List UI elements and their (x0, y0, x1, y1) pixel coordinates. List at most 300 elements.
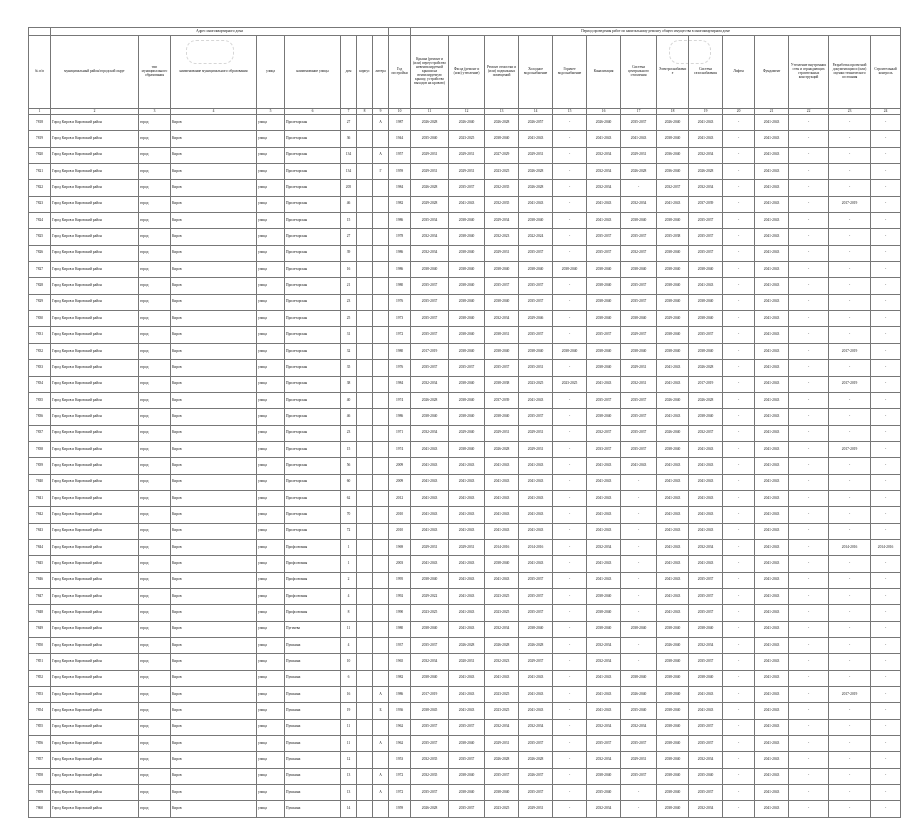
table-cell (373, 588, 389, 604)
table-cell: Г (373, 164, 389, 180)
table-cell: 7818 (29, 115, 51, 131)
table-cell: 25 (341, 311, 357, 327)
table-cell: Киров (171, 376, 257, 392)
table-cell: 2038-2040 (587, 588, 621, 604)
table-row (29, 490, 901, 506)
table-cell (357, 752, 373, 768)
table-cell (357, 539, 373, 555)
table-cell: - (829, 180, 871, 196)
table-row (29, 605, 901, 621)
table-cell: - (621, 801, 657, 817)
table-cell: 7828 (29, 278, 51, 294)
table-row (29, 523, 901, 539)
table-cell: - (829, 360, 871, 376)
table-cell: улица (257, 245, 285, 261)
table-cell: 2032-2023 (485, 229, 519, 245)
table-cell: Киров (171, 785, 257, 801)
column-header: Лифты (723, 36, 755, 109)
table-cell: город (139, 425, 171, 441)
table-cell: 2038-2040 (449, 392, 485, 408)
table-cell: Киров (171, 605, 257, 621)
table-cell: - (553, 409, 587, 425)
table-cell: 7845 (29, 556, 51, 572)
table-cell: 2041-2043 (755, 572, 789, 588)
table-cell: 2029-2037 (519, 654, 553, 670)
table-cell: 2029-2031 (519, 147, 553, 163)
table-cell: - (789, 245, 829, 261)
table-cell: 1962 (389, 736, 411, 752)
table-cell: Киров (171, 196, 257, 212)
table-cell: Город Киров и Кировский район (51, 605, 139, 621)
table-cell: 1972 (389, 327, 411, 343)
table-cell: 2041-2043 (411, 441, 449, 457)
table-cell: - (621, 605, 657, 621)
table-cell: 2041-2043 (657, 409, 689, 425)
table-cell: 60 (341, 474, 357, 490)
table-row (29, 736, 901, 752)
table-cell: - (789, 278, 829, 294)
column-number: 7 (341, 109, 357, 115)
table-cell: 2041-2043 (587, 213, 621, 229)
table-cell: - (789, 327, 829, 343)
table-cell: 2038-2040 (519, 343, 553, 359)
table-cell: 2023-2025 (485, 588, 519, 604)
table-cell: 2035-2031 (519, 360, 553, 376)
table-cell: - (789, 262, 829, 278)
table-cell: - (871, 229, 901, 245)
table-cell: город (139, 229, 171, 245)
table-cell: 2035-2034 (411, 213, 449, 229)
table-cell: Пролетарская (285, 327, 341, 343)
column-number: 24 (871, 109, 901, 115)
table-cell: Профсоюзная (285, 588, 341, 604)
table-cell (357, 376, 373, 392)
table-cell: 7855 (29, 719, 51, 735)
table-cell: - (871, 147, 901, 163)
table-cell: 2035-2037 (689, 605, 723, 621)
table-cell (357, 213, 373, 229)
table-cell (357, 670, 373, 686)
table-cell: - (723, 785, 755, 801)
table-cell: 1974 (389, 441, 411, 457)
table-cell: 7841 (29, 490, 51, 506)
column-header: Система газоснабжения (689, 36, 723, 109)
table-cell: 2038-2040 (657, 670, 689, 686)
table-cell: 2041-2043 (755, 441, 789, 457)
table-cell: 2023-2025 (485, 801, 519, 817)
table-cell: 2038-2040 (449, 327, 485, 343)
table-cell: Профсоюзная (285, 605, 341, 621)
table-cell: 23 (341, 294, 357, 310)
table-cell: 2041-2043 (657, 507, 689, 523)
table-cell: улица (257, 147, 285, 163)
table-cell: 2035-2037 (689, 327, 723, 343)
table-cell: Город Киров и Кировский район (51, 441, 139, 457)
table-cell: улица (257, 556, 285, 572)
table-cell: 1937 (389, 638, 411, 654)
table-row (29, 180, 901, 196)
table-cell: 1969 (389, 539, 411, 555)
table-cell: 2026-2040 (657, 115, 689, 131)
table-cell: улица (257, 638, 285, 654)
table-cell: 2038-2040 (485, 262, 519, 278)
table-cell: - (789, 311, 829, 327)
table-cell: город (139, 294, 171, 310)
table-cell: 1980 (389, 343, 411, 359)
table-cell: 46 (341, 196, 357, 212)
table-cell: Город Киров и Кировский район (51, 147, 139, 163)
table-cell: - (789, 180, 829, 196)
table-cell: - (829, 229, 871, 245)
table-cell: 2041-2043 (657, 523, 689, 539)
table-cell: 2041-2043 (689, 703, 723, 719)
table-cell: 2023-2025 (411, 605, 449, 621)
table-cell: Пролетарская (285, 131, 341, 147)
table-cell: 2041-2043 (755, 670, 789, 686)
table-cell (357, 588, 373, 604)
table-cell: - (789, 539, 829, 555)
table-cell: 2041-2043 (689, 523, 723, 539)
table-cell: - (789, 164, 829, 180)
table-cell (357, 294, 373, 310)
table-cell: 2038-2040 (657, 245, 689, 261)
table-cell: 15 (341, 213, 357, 229)
table-cell: 2009 (389, 474, 411, 490)
table-cell: 2035-2040 (689, 768, 723, 784)
table-cell: улица (257, 131, 285, 147)
table-cell: город (139, 474, 171, 490)
table-cell: город (139, 245, 171, 261)
table-cell: город (139, 703, 171, 719)
table-cell (357, 343, 373, 359)
table-cell: 2041-2043 (755, 719, 789, 735)
table-cell: 2041-2043 (657, 376, 689, 392)
table-cell: 2041-2043 (485, 507, 519, 523)
table-cell: 7848 (29, 605, 51, 621)
table-cell: 2041-2043 (689, 458, 723, 474)
table-cell (373, 556, 389, 572)
table-cell: 7851 (29, 654, 51, 670)
table-cell (373, 245, 389, 261)
table-cell: 2038-2040 (449, 376, 485, 392)
table-cell: - (553, 539, 587, 555)
table-cell: 1965 (389, 654, 411, 670)
table-cell: - (723, 474, 755, 490)
table-cell: 2023-2025 (553, 376, 587, 392)
table-cell: - (723, 360, 755, 376)
table-cell: 2038-2040 (519, 621, 553, 637)
table-cell: 2038-2040 (657, 213, 689, 229)
table-cell: улица (257, 409, 285, 425)
table-cell: Город Киров и Кировский район (51, 343, 139, 359)
table-cell (357, 490, 373, 506)
table-cell: - (871, 507, 901, 523)
table-cell: 2029-2028 (411, 196, 449, 212)
table-cell: 2038-2045 (411, 703, 449, 719)
table-cell: 70 (341, 507, 357, 523)
column-number: 4 (171, 109, 257, 115)
table-cell (357, 196, 373, 212)
table-cell: - (871, 441, 901, 457)
table-cell (357, 147, 373, 163)
table-cell: 13 (341, 768, 357, 784)
table-cell: 2038-2040 (587, 360, 621, 376)
table-cell: - (553, 638, 587, 654)
table-cell: Киров (171, 768, 257, 784)
table-cell: 2023-2025 (485, 687, 519, 703)
table-cell: - (621, 785, 657, 801)
table-cell: улица (257, 196, 285, 212)
table-cell: 2026-2028 (519, 164, 553, 180)
table-cell (373, 670, 389, 686)
table-cell (357, 229, 373, 245)
table-cell: улица (257, 213, 285, 229)
table-row (29, 245, 901, 261)
table-cell: 2035-2037 (485, 768, 519, 784)
table-cell: 2038-2040 (657, 621, 689, 637)
table-cell: 2041-2043 (657, 458, 689, 474)
table-cell: город (139, 588, 171, 604)
table-cell: - (723, 425, 755, 441)
table-row (29, 425, 901, 441)
table-cell: 2041-2043 (755, 360, 789, 376)
table-cell: 2041-2043 (689, 490, 723, 506)
table-cell: 1984 (389, 376, 411, 392)
column-number: 5 (257, 109, 285, 115)
table-cell: 2041-2043 (587, 572, 621, 588)
table-cell: 2032-2035 (411, 752, 449, 768)
table-cell: - (553, 360, 587, 376)
table-row (29, 327, 901, 343)
table-cell: Киров (171, 458, 257, 474)
table-cell: - (829, 278, 871, 294)
table-cell: 27 (341, 229, 357, 245)
table-cell: 7830 (29, 311, 51, 327)
table-cell: 72 (341, 523, 357, 539)
table-cell: 7823 (29, 196, 51, 212)
table-cell: 2026-2037 (519, 768, 553, 784)
table-cell: 2026-2028 (485, 752, 519, 768)
table-cell: - (621, 180, 657, 196)
table-cell: Киров (171, 180, 257, 196)
table-cell: Город Киров и Кировский район (51, 785, 139, 801)
table-cell: - (723, 801, 755, 817)
table-cell: - (829, 523, 871, 539)
table-cell: - (871, 392, 901, 408)
table-cell: 7834 (29, 376, 51, 392)
table-cell: - (553, 801, 587, 817)
table-cell (357, 392, 373, 408)
table-cell: - (789, 441, 829, 457)
table-cell: - (789, 572, 829, 588)
table-cell: 2041-2043 (755, 801, 789, 817)
table-cell: - (789, 294, 829, 310)
table-cell: 1987 (389, 115, 411, 131)
table-cell: - (829, 507, 871, 523)
table-cell: 2023-2025 (449, 131, 485, 147)
table-cell: 1976 (389, 294, 411, 310)
table-cell: Пролетарская (285, 278, 341, 294)
table-cell: 7829 (29, 294, 51, 310)
table-cell: 2038-2040 (657, 801, 689, 817)
table-cell: 2041-2043 (587, 687, 621, 703)
table-cell: 2035-2037 (449, 180, 485, 196)
table-cell: 7838 (29, 441, 51, 457)
table-cell: - (553, 441, 587, 457)
table-cell: - (871, 768, 901, 784)
table-cell: Город Киров и Кировский район (51, 719, 139, 735)
table-cell: - (789, 425, 829, 441)
table-cell (357, 687, 373, 703)
table-cell: Город Киров и Кировский район (51, 752, 139, 768)
table-cell: - (553, 670, 587, 686)
table-cell: - (789, 768, 829, 784)
table-cell: 2038-2040 (657, 441, 689, 457)
table-cell: 2041-2043 (587, 131, 621, 147)
table-cell: Город Киров и Кировский район (51, 376, 139, 392)
table-cell: 7859 (29, 785, 51, 801)
table-cell: улица (257, 360, 285, 376)
table-cell: Город Киров и Кировский район (51, 736, 139, 752)
table-cell (373, 539, 389, 555)
table-cell: 2035-2037 (449, 801, 485, 817)
table-cell: 7825 (29, 229, 51, 245)
table-cell: - (789, 719, 829, 735)
table-cell: - (829, 115, 871, 131)
table-cell: Город Киров и Кировский район (51, 801, 139, 817)
table-cell: город (139, 147, 171, 163)
table-cell: - (723, 719, 755, 735)
table-cell: Город Киров и Кировский район (51, 474, 139, 490)
table-cell: 2023-2025 (485, 703, 519, 719)
table-cell: 2038-2040 (657, 343, 689, 359)
table-cell: город (139, 360, 171, 376)
table-cell: Пролетарская (285, 474, 341, 490)
table-cell: 2041-2043 (449, 572, 485, 588)
table-cell: 2041-2043 (755, 213, 789, 229)
table-cell: 2017-2019 (689, 376, 723, 392)
table-cell: 1984 (389, 180, 411, 196)
table-cell: Город Киров и Кировский район (51, 588, 139, 604)
table-cell: Город Киров и Кировский район (51, 572, 139, 588)
table-cell: 2026-2028 (519, 752, 553, 768)
table-cell: 2041-2043 (755, 311, 789, 327)
table-cell: город (139, 654, 171, 670)
table-cell: город (139, 458, 171, 474)
table-cell: 2029-2031 (411, 539, 449, 555)
table-cell: улица (257, 294, 285, 310)
column-number: 9 (373, 109, 389, 115)
table-cell: 2029-2031 (621, 360, 657, 376)
table-cell: Город Киров и Кировский район (51, 213, 139, 229)
table-cell: - (789, 196, 829, 212)
table-cell: 2038-2040 (485, 131, 519, 147)
column-header: Фасад (ремонт и (или) утепление) (449, 36, 485, 109)
table-cell: 2041-2043 (587, 703, 621, 719)
table-cell: 2038-2040 (621, 262, 657, 278)
table-cell: улица (257, 654, 285, 670)
table-cell: 2026-2028 (519, 638, 553, 654)
table-cell: город (139, 539, 171, 555)
table-cell: 2038-2040 (449, 343, 485, 359)
table-cell: 2041-2043 (755, 539, 789, 555)
table-row (29, 294, 901, 310)
table-cell: 2041-2043 (755, 605, 789, 621)
table-cell: Город Киров и Кировский район (51, 327, 139, 343)
table-cell: 2032-2035 (485, 180, 519, 196)
table-cell: 2035-2037 (587, 392, 621, 408)
table-cell: - (723, 409, 755, 425)
table-cell: 1962 (389, 719, 411, 735)
table-cell: 2041-2043 (755, 490, 789, 506)
table-cell: - (829, 327, 871, 343)
table-cell: 2017-2019 (411, 687, 449, 703)
table-cell: Пролетарская (285, 343, 341, 359)
table-cell: Пролетарская (285, 262, 341, 278)
table-cell: 2038-2040 (657, 736, 689, 752)
table-cell: улица (257, 164, 285, 180)
table-cell: 2032-2034 (587, 147, 621, 163)
table-cell: Город Киров и Кировский район (51, 768, 139, 784)
table-cell: - (553, 654, 587, 670)
table-cell: А (373, 115, 389, 131)
table-cell: Пушкина (285, 687, 341, 703)
table-cell: Киров (171, 147, 257, 163)
table-cell: 2038-2040 (449, 278, 485, 294)
table-cell: 2038-2040 (587, 262, 621, 278)
table-cell: - (871, 180, 901, 196)
table-cell (357, 523, 373, 539)
column-number: 10 (389, 109, 411, 115)
table-cell: 2038-2040 (411, 621, 449, 637)
table-cell: 2041-2043 (485, 572, 519, 588)
table-cell: 1959 (389, 164, 411, 180)
table-cell: 2026-2028 (411, 801, 449, 817)
table-cell: - (871, 687, 901, 703)
table-row (29, 196, 901, 212)
table-cell (357, 115, 373, 131)
table-cell: - (829, 572, 871, 588)
table-cell: город (139, 572, 171, 588)
table-cell: 2032-2034 (587, 719, 621, 735)
table-cell: 2038-2040 (449, 785, 485, 801)
table-cell: 2038-2040 (411, 409, 449, 425)
table-cell (357, 180, 373, 196)
table-cell: 2035-2037 (449, 719, 485, 735)
table-cell: 2041-2043 (755, 638, 789, 654)
table-cell: 7846 (29, 572, 51, 588)
table-cell: - (723, 572, 755, 588)
table-cell: 2026-2040 (657, 425, 689, 441)
table-cell: 2003 (389, 556, 411, 572)
table-cell: 2010 (389, 523, 411, 539)
table-cell: 2041-2043 (449, 196, 485, 212)
table-cell (357, 441, 373, 457)
table-cell: 2038-2040 (689, 670, 723, 686)
table-cell: 7837 (29, 425, 51, 441)
table-cell: Город Киров и Кировский район (51, 311, 139, 327)
column-number: 23 (829, 109, 871, 115)
table-cell: - (553, 621, 587, 637)
table-cell: Пушкина (285, 801, 341, 817)
table-cell: 2029-2040 (449, 425, 485, 441)
table-cell: - (789, 621, 829, 637)
table-cell (373, 262, 389, 278)
period-group-header: Период проведения работ по капитальному ремонту общего имущества в многоквартирном доме (411, 28, 901, 36)
table-cell: - (723, 736, 755, 752)
column-header: наименование муниципального образования (171, 36, 257, 109)
table-cell: 2038-2040 (689, 343, 723, 359)
